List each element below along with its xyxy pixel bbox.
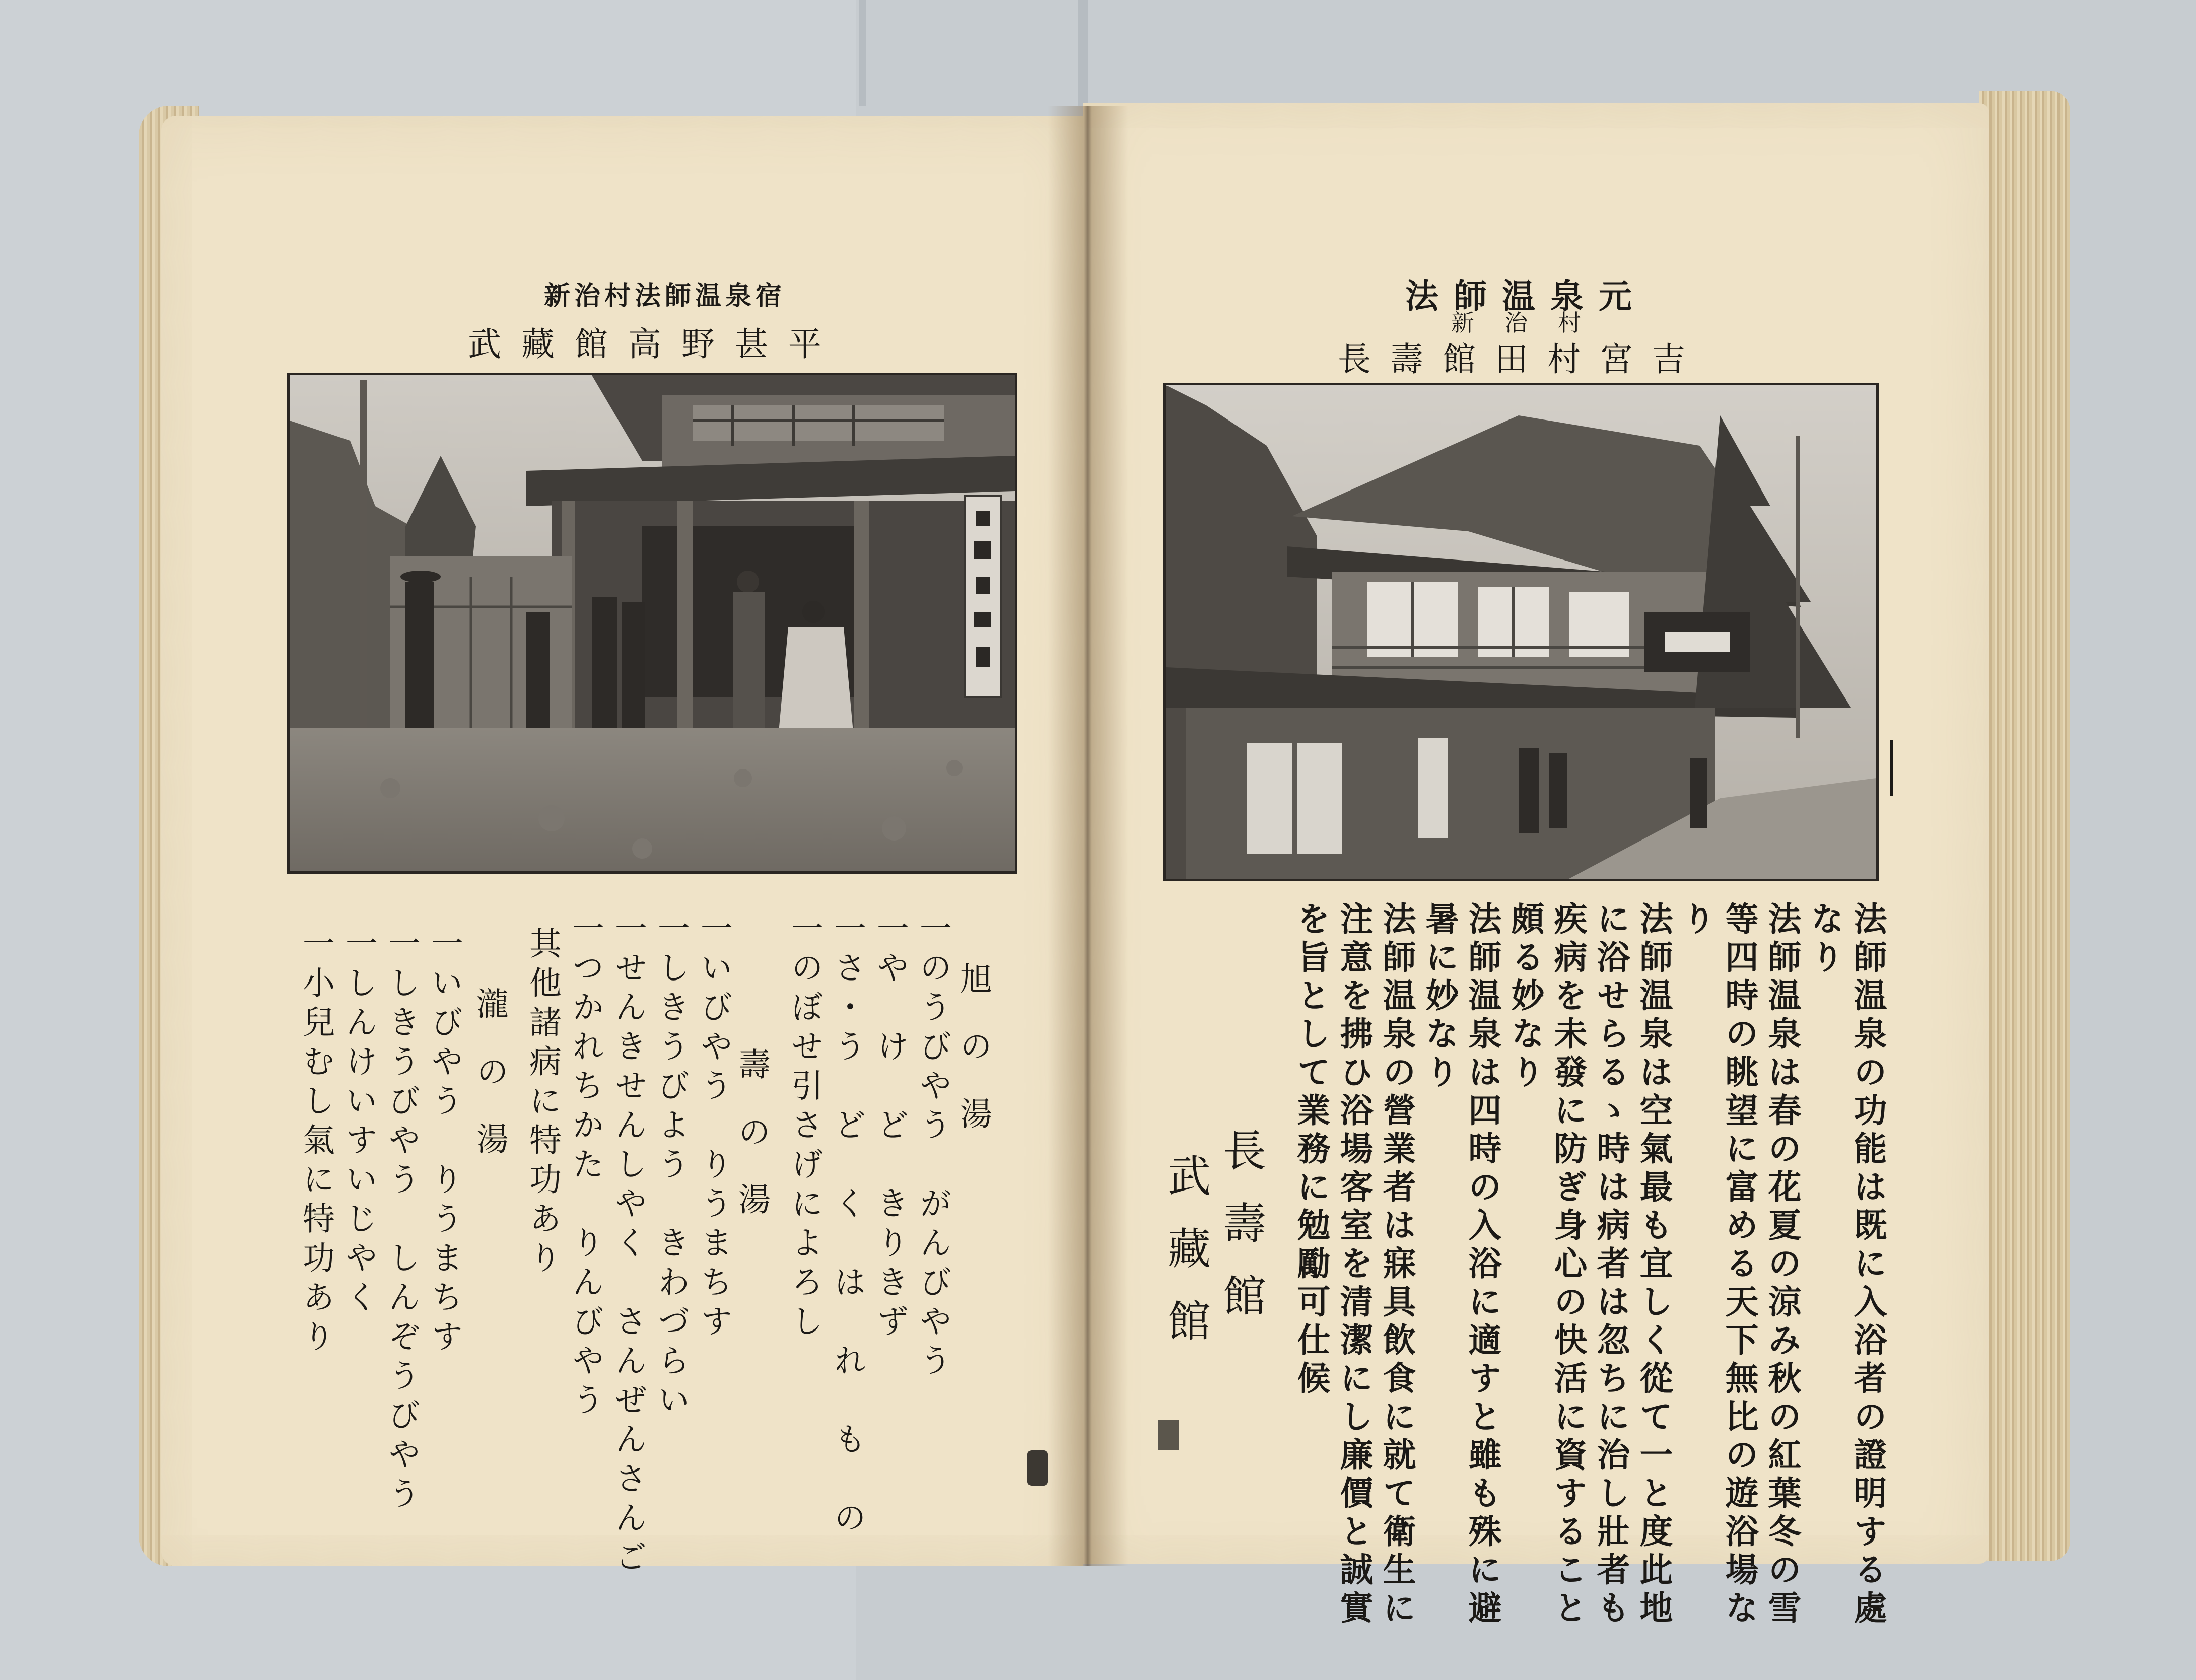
body-line-2: なり bbox=[1805, 901, 1844, 978]
kotobuki-line-5: 其他諸病に特功あり bbox=[524, 927, 561, 1280]
taki-line-1: 一いびやう りうまちす bbox=[426, 927, 463, 1359]
kotobuki-line-1: 一いびやう りうまちす bbox=[695, 912, 732, 1344]
asahi-line-1: 一のうびやう がんびやう bbox=[914, 912, 951, 1383]
book-gutter bbox=[1048, 106, 1128, 1566]
section-title-kotobuki-no-yu: 壽の湯 bbox=[733, 1047, 770, 1250]
right-header-line2: 新治村 bbox=[1451, 309, 1611, 336]
body-line-6: 法師温泉は空氣最も宜しく從て一と度此地 bbox=[1634, 901, 1673, 1629]
left-header-line1: 新治村法師温泉宿 bbox=[543, 281, 786, 311]
body-line-12: 法師温泉の營業者は寐具飲食に就て衛生に bbox=[1377, 901, 1416, 1629]
book-page-edges-right bbox=[1979, 91, 2070, 1561]
body-line-14: を旨として業務に勉勵可仕候 bbox=[1291, 901, 1331, 1399]
body-line-1: 法師温泉の功能は既に入浴者の證明する處 bbox=[1848, 901, 1887, 1629]
body-line-10: 法師温泉は四時の入浴に適すと雖も殊に避 bbox=[1463, 901, 1502, 1629]
body-line-3: 法師温泉は春の花夏の涼み秋の紅葉冬の雪 bbox=[1762, 901, 1802, 1629]
ink-smudge bbox=[1027, 1450, 1048, 1486]
body-line-5: り bbox=[1677, 901, 1716, 940]
right-photo-image bbox=[1166, 385, 1876, 879]
asahi-line-4: 一のぼせ引さげによろし bbox=[786, 912, 823, 1344]
margin-tick bbox=[1890, 740, 1893, 796]
taki-line-2: 一しきうびやう しんぞうびやう bbox=[383, 927, 420, 1516]
body-line-8: 疾病を未發に防ぎ身心の快活に資すること bbox=[1548, 901, 1588, 1629]
body-line-9: 頗る妙なり bbox=[1505, 901, 1545, 1093]
backdrop-seam bbox=[859, 0, 866, 106]
kotobuki-line-4: 一つかれちかた りんびやう bbox=[567, 912, 604, 1422]
stamp-mark bbox=[1158, 1420, 1179, 1450]
left-photo-inn bbox=[287, 373, 1017, 874]
signature-chojukan: 長壽館 bbox=[1215, 1128, 1266, 1346]
left-header-line2: 武藏館高野甚平 bbox=[468, 325, 842, 364]
kotobuki-line-2: 一しきうびよう きわづらい bbox=[652, 912, 690, 1422]
asahi-line-2: 一や け ど きりきず bbox=[871, 912, 909, 1344]
body-line-11: 暑に妙なり bbox=[1420, 901, 1459, 1093]
signature-musashikan: 武藏館 bbox=[1160, 1153, 1210, 1371]
section-title-asahi-no-yu: 旭の湯 bbox=[954, 962, 992, 1164]
body-line-7: に浴せらるゝ時は病者は忽ちに治し壯者も bbox=[1591, 901, 1630, 1629]
left-photo-image bbox=[290, 375, 1015, 871]
section-title-taki-no-yu: 瀧の湯 bbox=[471, 987, 508, 1189]
asahi-line-3: 一さ・う ど く は れ も の bbox=[829, 912, 866, 1540]
taki-line-3: 一しんけいすいじやく bbox=[340, 927, 377, 1319]
backdrop-seam bbox=[1078, 0, 1088, 106]
kotobuki-line-3: 一せんきせんしやく さんぜんさんご bbox=[609, 912, 647, 1579]
body-line-13: 注意を拂ひ浴場客室を清潔にし廉價と誠實 bbox=[1334, 901, 1374, 1629]
right-header-line3: 長壽館田村宮吉 bbox=[1338, 340, 1704, 379]
right-photo-inn bbox=[1163, 383, 1879, 881]
body-line-4: 等四時の眺望に富める天下無比の遊浴場な bbox=[1720, 901, 1759, 1629]
taki-line-4: 一小兒むし氣に特功あり bbox=[297, 927, 334, 1359]
right-header-line1: 法師温泉元 bbox=[1405, 276, 1647, 316]
